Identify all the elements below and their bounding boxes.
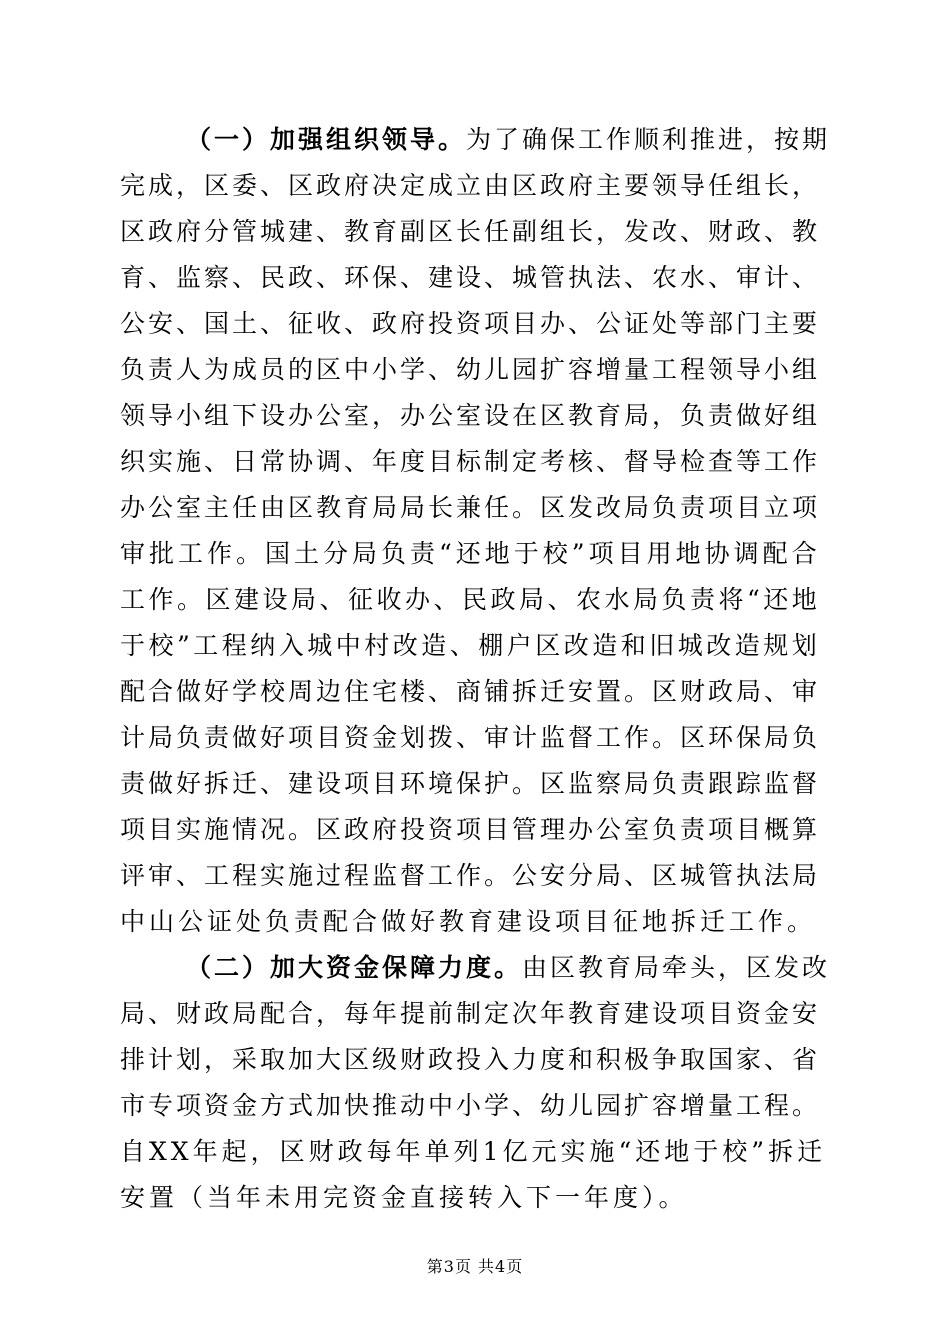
text-line: 配合做好学校周边住宅楼、商铺拆迁安置。区财政局、审 (120, 677, 821, 706)
text-line: 育、监察、民政、环保、建设、城管执法、农水、审计、 (120, 263, 821, 292)
text-line: 织实施、日常协调、年度目标制定考核、督导检查等工作 (120, 447, 821, 476)
text-line: 于校”工程纳入城中村改造、棚户区改造和旧城改造规划 (120, 631, 821, 660)
text-line: 中山公证处负责配合做好教育建设项目征地拆迁工作。 (120, 907, 817, 936)
text-line: 审批工作。国土分局负责“还地于校”项目用地协调配合 (120, 539, 821, 568)
text-line: 工作。区建设局、征收办、民政局、农水局负责将“还地 (120, 585, 821, 614)
text-line: 办公室主任由区教育局局长兼任。区发改局负责项目立项 (120, 493, 821, 522)
text-line: 公安、国土、征收、政府投资项目办、公证处等部门主要 (120, 309, 821, 338)
text-line: 负责人为成员的区中小学、幼儿园扩容增量工程领导小组 (120, 355, 821, 384)
text-line: 市专项资金方式加快推动中小学、幼儿园扩容增量工程。 (120, 1091, 821, 1120)
text-line: 局、财政局配合，每年提前制定次年教育建设项目资金安 (120, 999, 821, 1028)
text-line: 为了确保工作顺利推进，按期 (466, 125, 831, 154)
text-line: 领导小组下设办公室，办公室设在区教育局，负责做好组 (120, 401, 821, 430)
text-line: 完成，区委、区政府决定成立由区政府主要领导任组长， (120, 171, 821, 200)
paragraph-2-first-line (186, 945, 830, 991)
text-line: 评审、工程实施过程监督工作。公安分局、区城管执法局 (120, 861, 821, 890)
paragraph-1-first-line (186, 117, 830, 163)
paragraph-2-heading: （二）加大资金保障力度。 (186, 953, 523, 982)
page-footer: 第3页 共4页 (426, 1257, 524, 1276)
text-line: 责做好拆迁、建设项目环境保护。区监察局负责跟踪监督 (120, 769, 821, 798)
text-line: 区政府分管城建、教育副区长任副组长，发改、财政、教 (120, 217, 821, 246)
text-line: 项目实施情况。区政府投资项目管理办公室负责项目概算 (120, 815, 821, 844)
text-line: 计局负责做好项目资金划拨、审计监督工作。区环保局负 (120, 723, 821, 752)
text-line: 自XX年起，区财政每年单列1亿元实施“还地于校”拆迁 (120, 1137, 827, 1166)
text-line: 排计划，采取加大区级财政投入力度和积极争取国家、省 (120, 1045, 821, 1074)
paragraph-1-heading: （一）加强组织领导。 (186, 125, 467, 154)
text-line: 由区教育局牵头，区发改 (522, 953, 831, 982)
text-line: 安置（当年未用完资金直接转入下一年度）。 (120, 1183, 688, 1212)
